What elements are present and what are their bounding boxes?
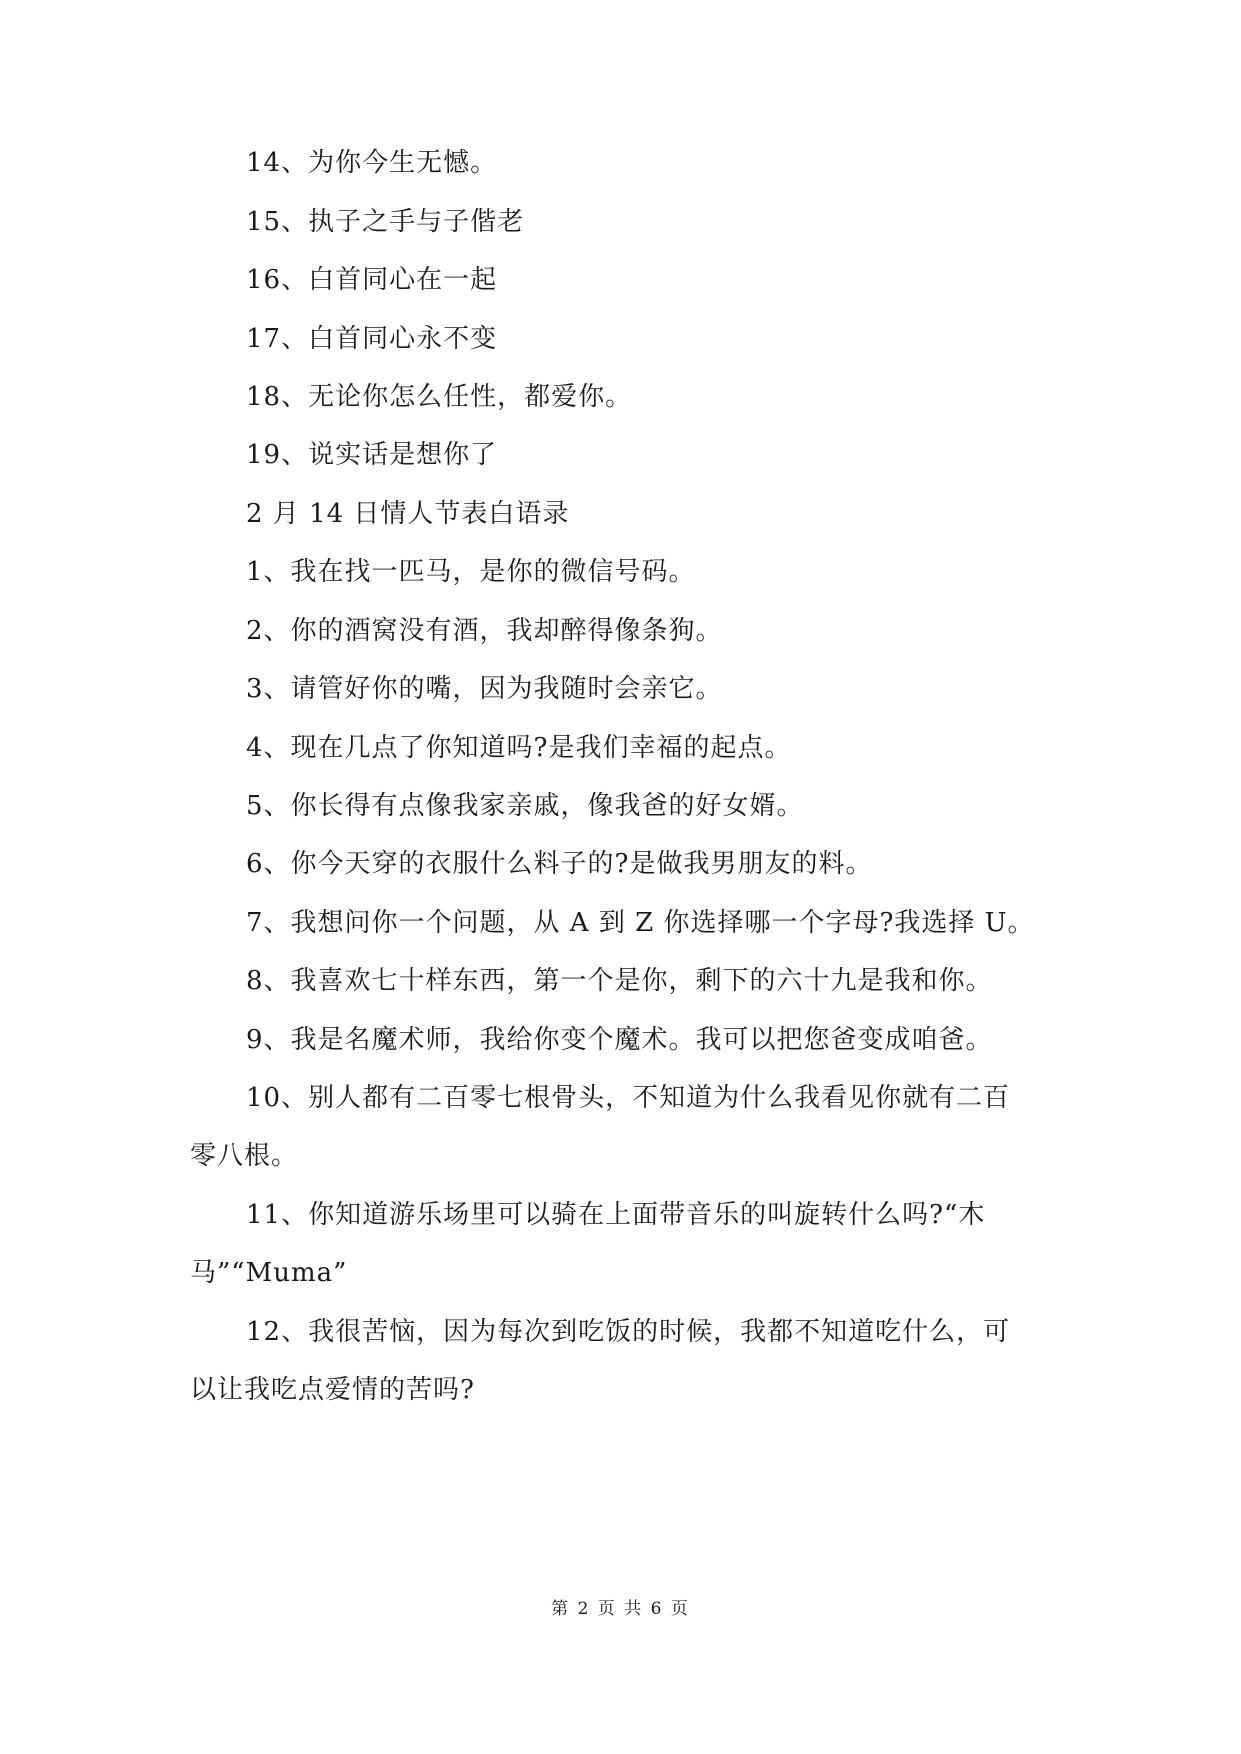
text-line: 12、我很苦恼，因为每次到吃饭的时候，我都不知道吃什么，可 — [246, 1317, 1011, 1347]
text-line: 7、我想问你一个问题，从 A 到 Z 你选择哪一个字母?我选择 U。 — [246, 908, 1035, 938]
text-line: 零八根。 — [190, 1141, 299, 1171]
text-line: 马”“Muma” — [190, 1258, 348, 1288]
text-line: 11、你知道游乐场里可以骑在上面带音乐的叫旋转什么吗?“木 — [246, 1200, 986, 1230]
text-line: 5、你长得有点像我家亲戚，像我爸的好女婿。 — [246, 791, 804, 821]
text-line: 9、我是名魔术师，我给你变个魔术。我可以把您爸变成咱爸。 — [246, 1025, 993, 1055]
text-line: 17、白首同心永不变 — [246, 324, 498, 354]
section-heading: 2 月 14 日情人节表白语录 — [246, 499, 570, 529]
text-line: 以让我吃点爱情的苦吗? — [190, 1375, 475, 1405]
text-line: 8、我喜欢七十样东西，第一个是你，剩下的六十九是我和你。 — [246, 966, 993, 996]
text-line: 6、你今天穿的衣服什么料子的?是做我男朋友的料。 — [246, 849, 873, 879]
text-line: 16、白首同心在一起 — [246, 265, 498, 295]
text-line: 18、无论你怎么任性，都爱你。 — [246, 382, 633, 412]
text-line: 19、说实话是想你了 — [246, 440, 498, 470]
text-line: 2、你的酒窝没有酒，我却醉得像条狗。 — [246, 616, 723, 646]
text-line: 14、为你今生无憾。 — [246, 148, 498, 178]
text-line: 3、请管好你的嘴，因为我随时会亲它。 — [246, 674, 723, 704]
text-line: 1、我在找一匹马，是你的微信号码。 — [246, 557, 696, 587]
text-line: 10、别人都有二百零七根骨头，不知道为什么我看见你就有二百 — [246, 1083, 1011, 1113]
text-line: 15、执子之手与子偕老 — [246, 207, 525, 237]
page-number-footer: 第 2 页 共 6 页 — [551, 1599, 690, 1619]
text-line: 4、现在几点了你知道吗?是我们幸福的起点。 — [246, 733, 792, 763]
